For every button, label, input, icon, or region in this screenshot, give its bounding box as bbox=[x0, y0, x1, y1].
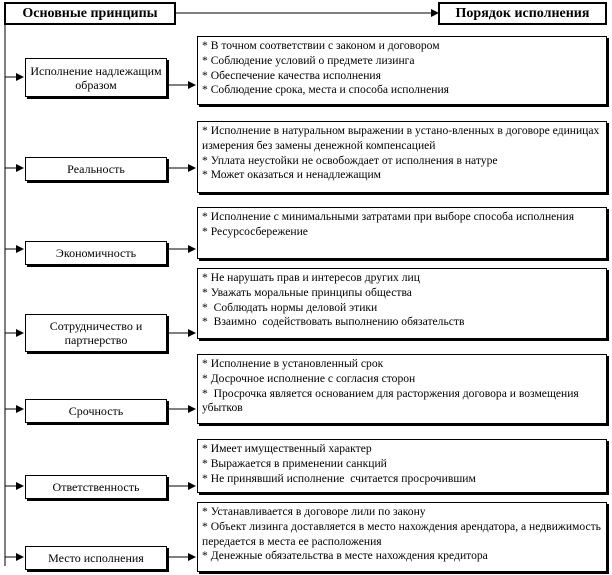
detail-item: * Соблюдать нормы деловой этики bbox=[202, 300, 378, 314]
details-urgency bbox=[197, 354, 607, 424]
detail-item: * В точном соответствии с законом и договором bbox=[202, 39, 440, 52]
detail-item: * Обеспечение качества исполнения bbox=[202, 68, 381, 82]
detail-item: * Устанавливается в договоре лили по закону bbox=[202, 505, 426, 518]
detail-arrows bbox=[167, 85, 195, 557]
detail-item: * Ресурсосбережение bbox=[202, 224, 308, 238]
principle-proper-execution: Исполнение надлежащим образом bbox=[25, 58, 167, 97]
detail-item: * Не нарушать прав и интересов других лиц bbox=[202, 271, 420, 284]
detail-item: * Выражается в применении санкций bbox=[202, 456, 387, 470]
detail-item: * Уважать моральные принципы общества bbox=[202, 285, 412, 299]
execution-order-header: Порядок исполнения bbox=[438, 2, 607, 25]
detail-item: * Исполнение в установленный срок bbox=[202, 357, 384, 370]
details-cooperation bbox=[197, 268, 607, 339]
detail-item: * Не принявший исполнение считается просрочившим bbox=[202, 471, 476, 485]
detail-item: * Исполнение в натуральном выражении в устано-вленных в договоре единицах измерения без замены денежной компенсацией bbox=[202, 124, 606, 152]
branch-arrows bbox=[5, 77, 23, 557]
principle-reality: Реальность bbox=[25, 157, 167, 181]
principle-cooperation: Сотрудничество и партнерство bbox=[25, 314, 167, 352]
principle-economy: Экономичность bbox=[25, 241, 167, 265]
detail-item: * Уплата неустойки не освобождает от исполнения в натуре bbox=[202, 153, 498, 167]
principle-urgency: Срочность bbox=[25, 399, 167, 423]
principle-place: Место исполнения bbox=[25, 546, 167, 570]
detail-item: * Соблюдение условий о предмете лизинга bbox=[202, 53, 415, 67]
detail-item: * Просрочка является основанием для расторжения договора и возмещения убытков bbox=[202, 386, 582, 415]
details-responsibility bbox=[197, 439, 607, 493]
detail-item: * Может оказаться и ненадлежащим bbox=[202, 168, 382, 182]
detail-item: * Соблюдение срока, места и способа исполнения bbox=[202, 83, 450, 97]
detail-item: * Исполнение с минимальными затратами при выборе способа исполнения bbox=[202, 210, 575, 223]
detail-item: * Досрочное исполнение с согласия сторон bbox=[202, 371, 416, 385]
detail-item: * Взаимно содействовать выполнению обязательств bbox=[202, 315, 465, 329]
detail-item: * Имеет имущественный характер bbox=[202, 442, 372, 455]
detail-item: * Объект лизинга доставляется в место нахождения арендатора, а недвижимость передается в места ее расположения bbox=[202, 519, 604, 548]
principle-responsibility: Ответственность bbox=[25, 475, 167, 499]
details-place bbox=[197, 502, 607, 572]
details-economy bbox=[197, 207, 607, 259]
detail-item: * Денежные обязательства в месте нахождения кредитора bbox=[202, 549, 488, 563]
details-reality bbox=[197, 121, 607, 193]
principles-header: Основные принципы bbox=[4, 2, 176, 25]
details-proper-execution bbox=[197, 36, 607, 105]
